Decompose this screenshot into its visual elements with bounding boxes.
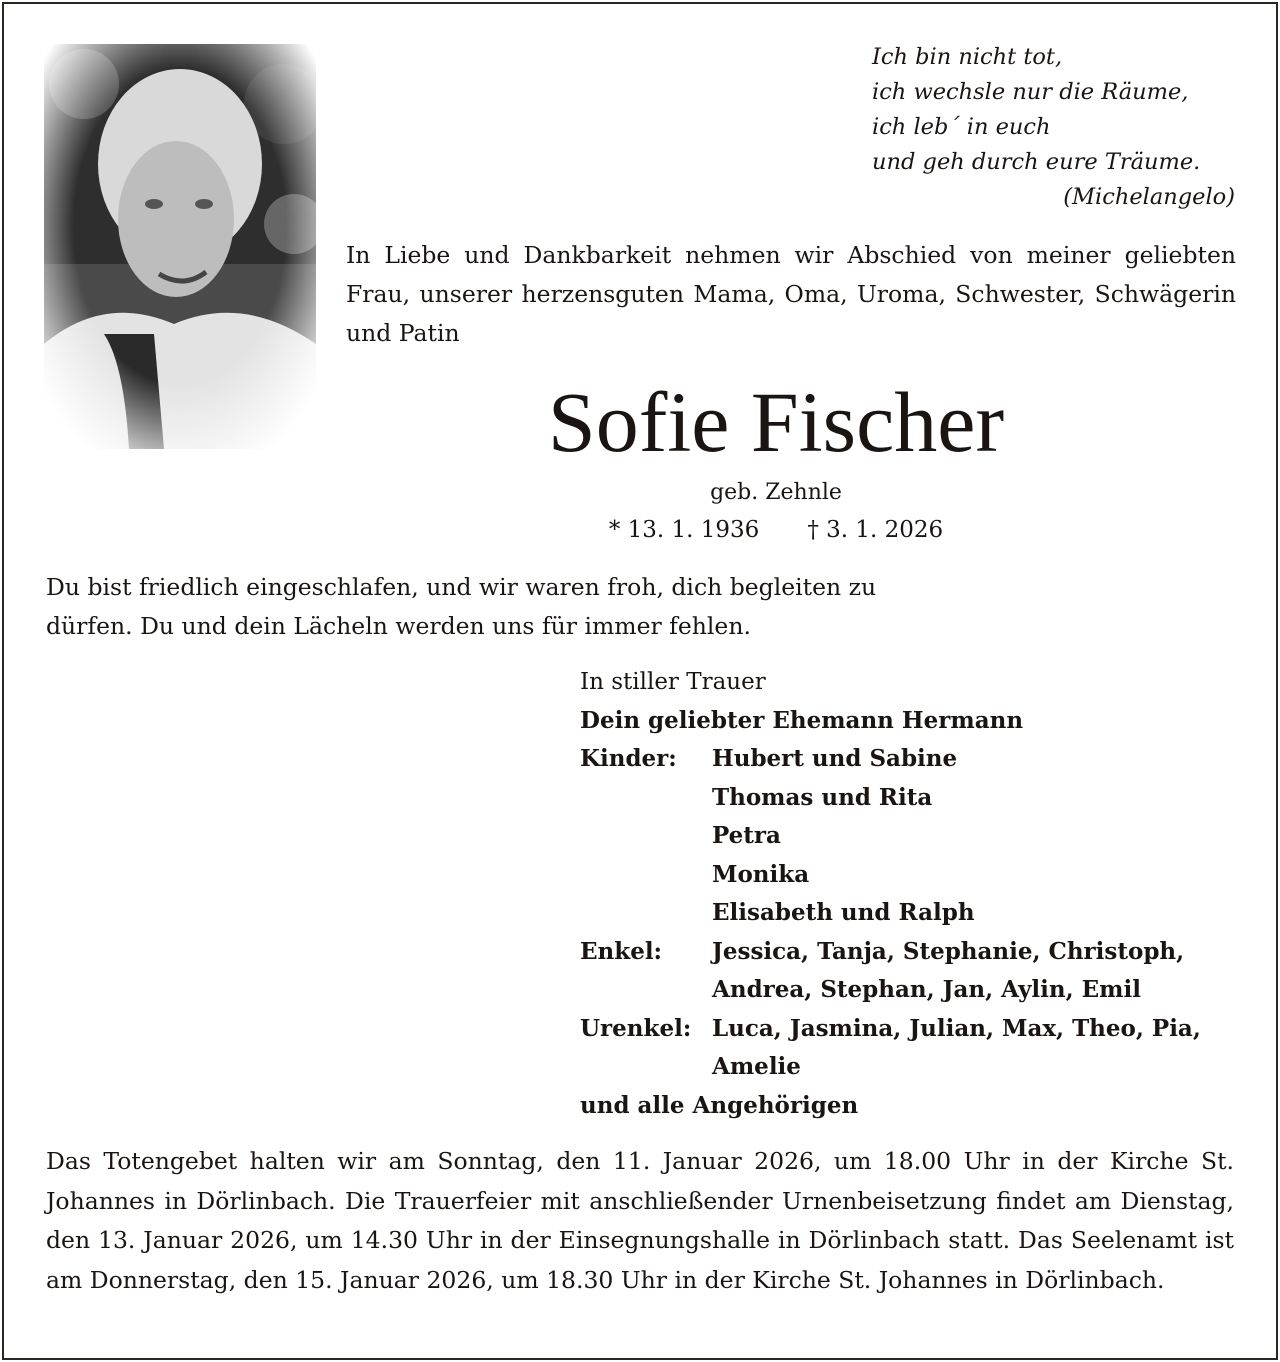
birth-name: geb. Zehnle [710, 480, 842, 505]
mourners-closing: und alle Angehörigen [580, 1091, 859, 1119]
group-label: Urenkel: [580, 1014, 692, 1042]
group-line: Petra [712, 822, 781, 849]
group-label: Enkel: [580, 937, 663, 965]
great-grandchildren-group [580, 1010, 1201, 1087]
group-line: Elisabeth und Ralph [712, 899, 975, 926]
mourners-heading: In stiller Trauer [580, 669, 766, 695]
quote-line: ich leb´ in euch [872, 114, 1051, 140]
group-label: Kinder: [580, 745, 677, 772]
deceased-name: Sofie Fischer [547, 374, 1005, 470]
group-line: Amelie [712, 1053, 801, 1080]
children-group [580, 740, 1201, 933]
group-line: Luca, Jasmina, Julian, Max, Theo, Pia, [712, 1014, 1201, 1042]
birth-date: * 13. 1. 1936 [608, 517, 760, 543]
intro-text: In Liebe und Dankbarkeit nehmen wir Abschied von meiner geliebten Frau, unserer herzensguten Mama, Oma, Uroma, Schwester, Schwägerin und Patin [346, 241, 1236, 347]
quote-author: (Michelangelo) [1063, 184, 1235, 210]
group-line: Jessica, Tanja, Stephanie, Christoph, [712, 937, 1185, 965]
portrait-photo [44, 44, 316, 449]
mourners-block [580, 663, 1201, 1125]
group-line: Thomas und Rita [712, 783, 933, 811]
quote-line: ich wechsle nur die Räume, [872, 79, 1189, 105]
farewell-text: Du bist friedlich eingeschlafen, und wir waren froh, dich begleiten zu dürfen. Du und dein Lächeln werden uns für immer fehlen. [46, 573, 877, 640]
quote-line: Ich bin nicht tot, [872, 44, 1063, 70]
quote-line: und geh durch eure Träume. [872, 149, 1201, 175]
spouse-line: Dein geliebter Ehemann Hermann [580, 706, 1024, 734]
service-details: Das Totengebet halten wir am Sonntag, den 11. Januar 2026, um 18.00 Uhr in der Kirche St. Johannes in Dörlinbach. Die Trauerfeier mit anschließender Urnenbeisetzung findet am Dienstag, den 13. Januar 2026, um 14.30 Uhr in der Einsegnungshalle in Dörlinbach statt. Das Seelenamt ist am Donnerstag, den 15. Januar 2026, um 18.30 Uhr in der Kirche St. Johannes in Dörlinbach. [46, 1147, 1234, 1294]
group-line: Andrea, Stephan, Jan, Aylin, Emil [712, 976, 1141, 1003]
life-dates [346, 512, 1206, 548]
group-line: Monika [712, 860, 810, 888]
grandchildren-group [580, 933, 1201, 1010]
group-line: Hubert und Sabine [712, 745, 958, 772]
death-date: † 3. 1. 2026 [807, 517, 944, 543]
quote [872, 40, 1235, 215]
